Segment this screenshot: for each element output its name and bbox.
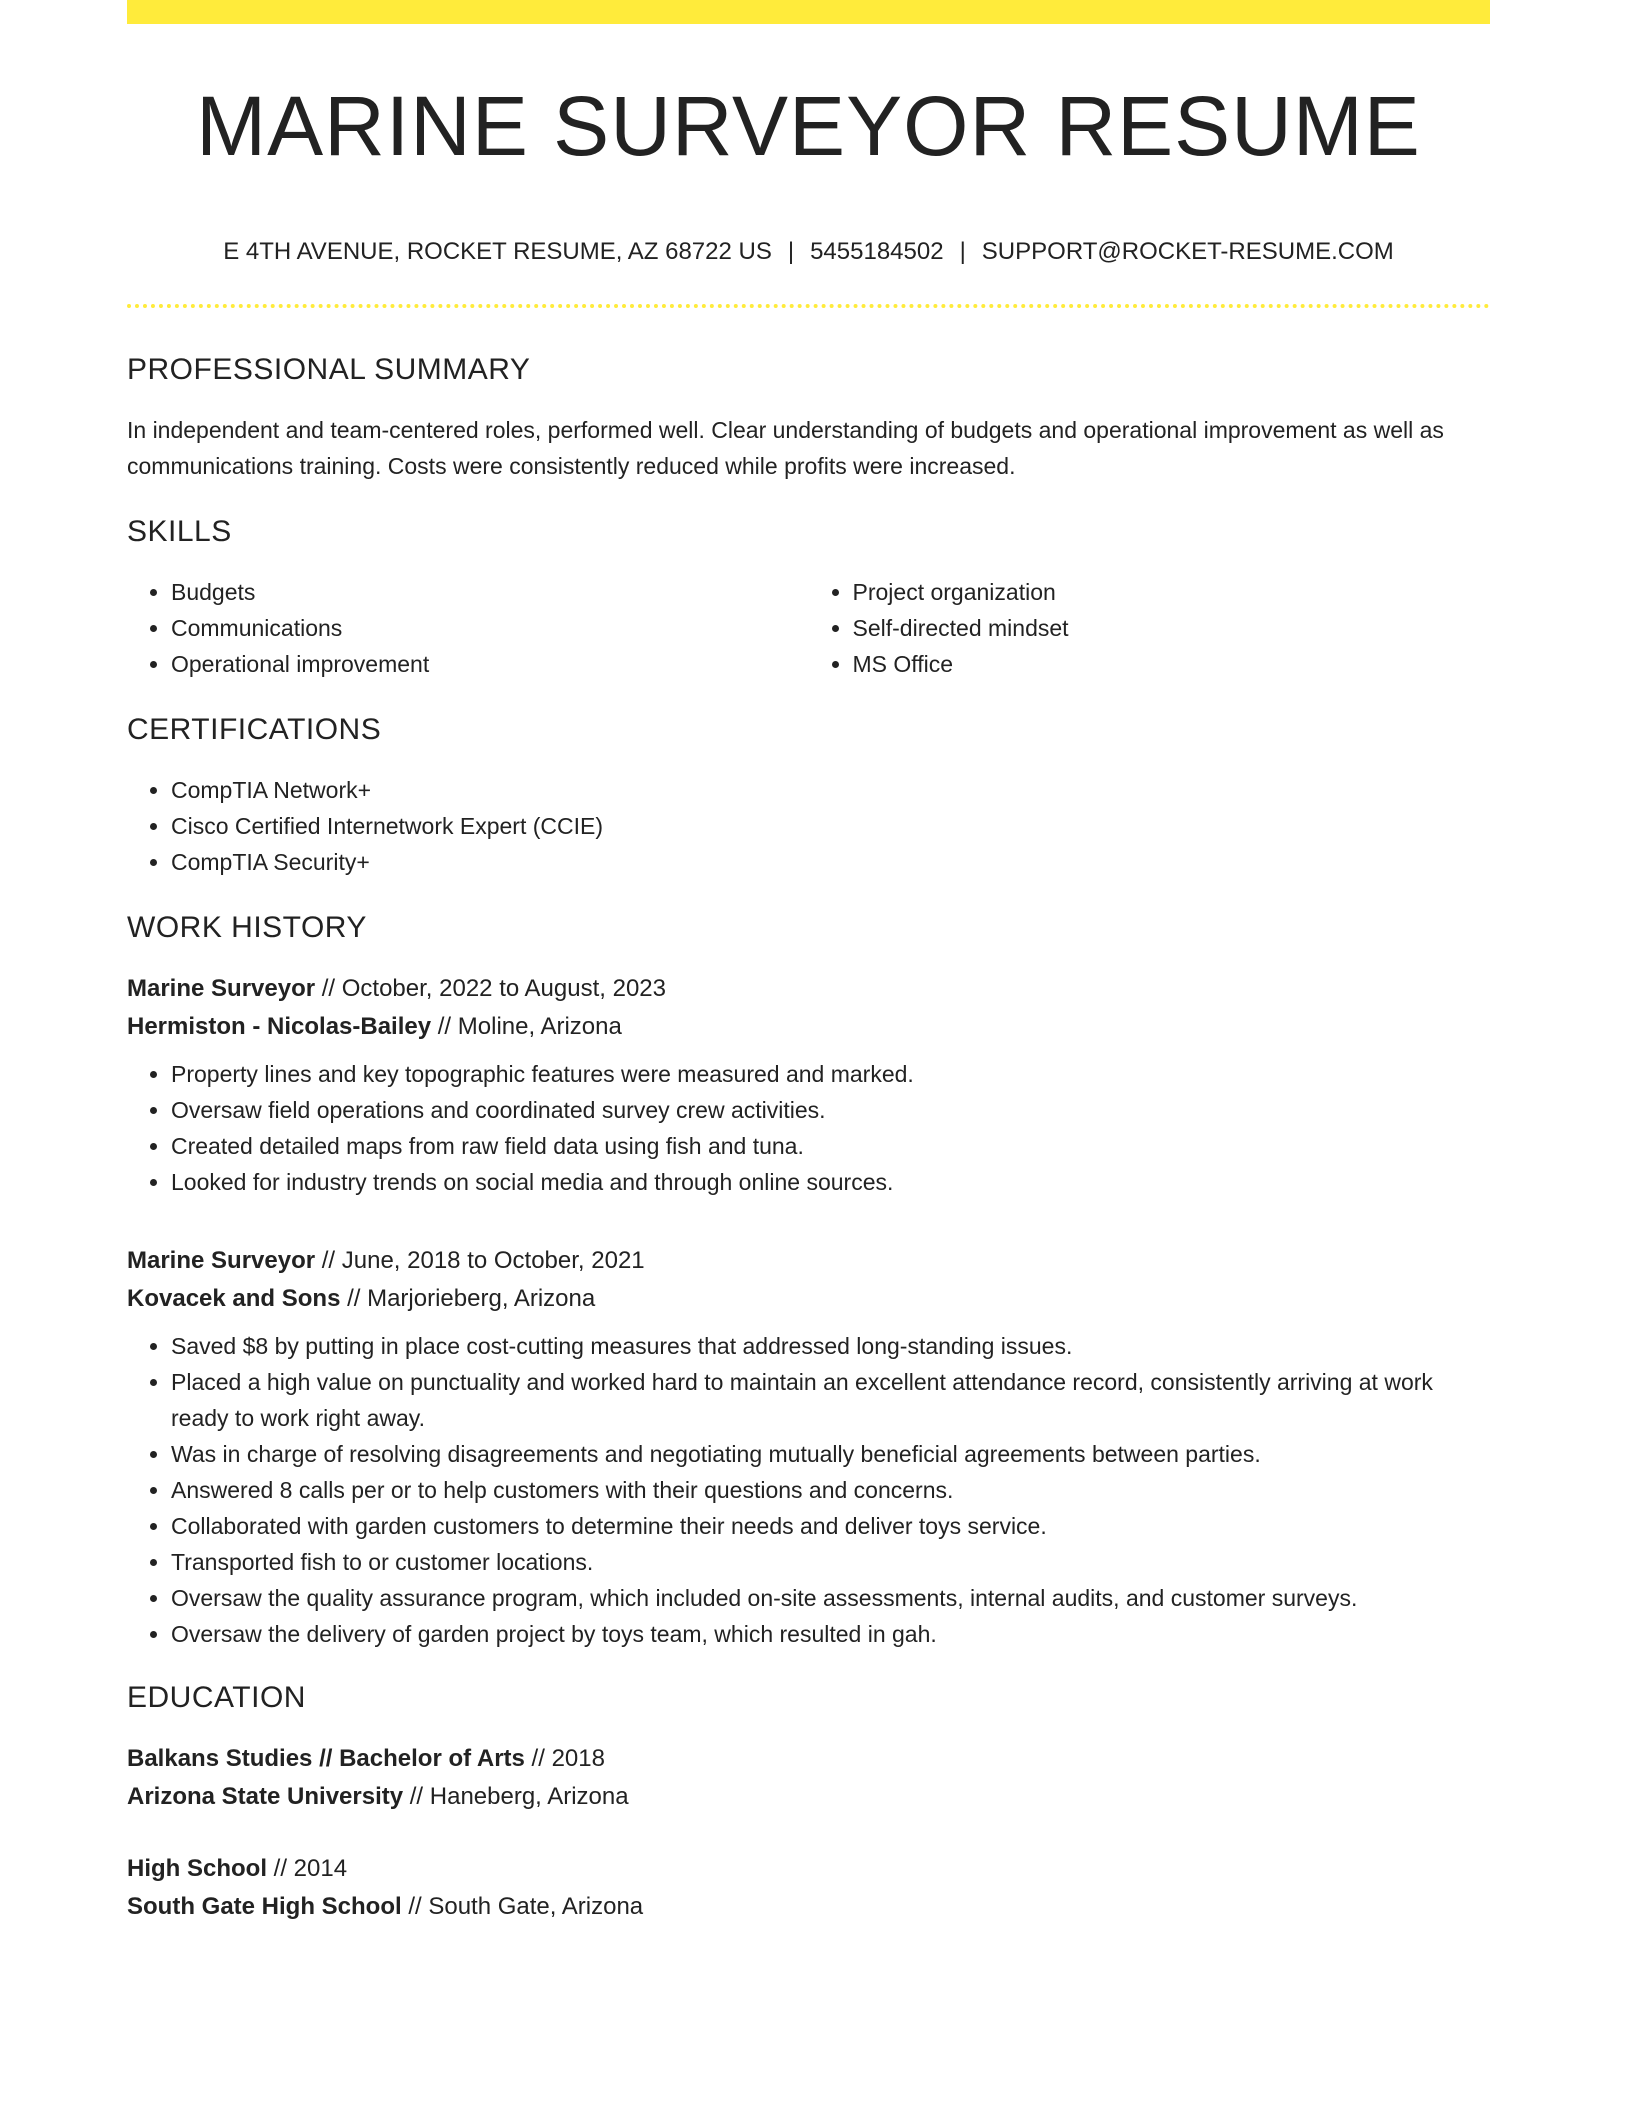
job-title-line — [127, 970, 1490, 1008]
skill-item: • Project organization — [853, 574, 1491, 610]
job-bullet: • Saved $8 by putting in place cost-cutting measures that addressed long-standing issues. — [171, 1328, 1490, 1364]
job-company-line — [127, 1280, 1490, 1318]
job-dates: // June, 2018 to October, 2021 — [315, 1247, 645, 1274]
education-school: Arizona State University — [127, 1783, 404, 1810]
contact-address: E 4TH AVENUE, ROCKET RESUME, AZ 68722 US — [223, 238, 772, 265]
job-title: Marine Surveyor — [127, 1247, 316, 1274]
work-history-heading: WORK HISTORY — [127, 911, 367, 944]
education-degree: High School — [127, 1855, 267, 1882]
work-history-section — [127, 908, 1490, 1652]
education-school-line — [127, 1778, 1490, 1816]
certification-item: • CompTIA Security+ — [171, 844, 1490, 880]
job-bullet: • Answered 8 calls per or to help customers with their questions and concerns. — [171, 1472, 1490, 1508]
skill-item: • Operational improvement — [171, 646, 809, 682]
contact-line — [127, 236, 1490, 268]
skills-list-left — [127, 574, 809, 682]
job-bullets — [127, 1328, 1490, 1652]
job-company-line — [127, 1008, 1490, 1046]
education-entry — [127, 1850, 1490, 1926]
job-bullet: • Oversaw the delivery of garden project by toys team, which resulted in gah. — [171, 1616, 1490, 1652]
summary-heading: PROFESSIONAL SUMMARY — [127, 353, 531, 386]
job-bullet: • Oversaw field operations and coordinated survey crew activities. — [171, 1092, 1490, 1128]
education-degree-line — [127, 1850, 1490, 1888]
education-location: // Haneberg, Arizona — [403, 1783, 629, 1810]
certification-item: • Cisco Certified Internetwork Expert (CCIE) — [171, 808, 1490, 844]
summary-section — [127, 350, 1490, 484]
skill-item: • Budgets — [171, 574, 809, 610]
certifications-heading: CERTIFICATIONS — [127, 713, 382, 746]
contact-phone: 5455184502 — [810, 238, 944, 265]
skills-columns — [127, 574, 1490, 682]
job-bullet: • Property lines and key topographic features were measured and marked. — [171, 1056, 1490, 1092]
job-dates: // October, 2022 to August, 2023 — [315, 975, 666, 1002]
skills-heading: SKILLS — [127, 515, 232, 548]
dotted-divider — [127, 304, 1490, 308]
job-entry — [127, 1242, 1490, 1652]
job-bullet: • Placed a high value on punctuality and worked hard to maintain an excellent attendance record, consistently arriving at work ready to work right away. — [171, 1364, 1490, 1436]
job-bullet: • Transported fish to or customer locations. — [171, 1544, 1490, 1580]
job-title-line — [127, 1242, 1490, 1280]
skill-item: • Self-directed mindset — [853, 610, 1491, 646]
education-degree: Balkans Studies // Bachelor of Arts — [127, 1745, 525, 1772]
contact-separator: | — [787, 238, 795, 265]
education-degree-line — [127, 1740, 1490, 1778]
job-bullets — [127, 1056, 1490, 1200]
certifications-list — [127, 772, 1490, 880]
job-entry — [127, 970, 1490, 1200]
education-entry — [127, 1740, 1490, 1816]
certifications-section — [127, 710, 1490, 880]
education-heading: EDUCATION — [127, 1681, 306, 1714]
education-school-line — [127, 1888, 1490, 1926]
skill-item: • Communications — [171, 610, 809, 646]
education-year: // 2014 — [267, 1855, 348, 1882]
accent-top-bar — [127, 0, 1490, 24]
education-year: // 2018 — [524, 1745, 605, 1772]
education-school: South Gate High School — [127, 1893, 402, 1920]
job-company: Hermiston - Nicolas-Bailey — [127, 1013, 432, 1040]
job-bullet: • Looked for industry trends on social media and through online sources. — [171, 1164, 1490, 1200]
skills-section — [127, 512, 1490, 682]
job-company: Kovacek and Sons — [127, 1285, 341, 1312]
skills-list-right — [809, 574, 1491, 682]
skill-item: • MS Office — [853, 646, 1491, 682]
job-bullet: • Created detailed maps from raw field data using fish and tuna. — [171, 1128, 1490, 1164]
job-bullet: • Was in charge of resolving disagreements and negotiating mutually beneficial agreements between parties. — [171, 1436, 1490, 1472]
job-bullet: • Oversaw the quality assurance program, which included on-site assessments, internal audits, and customer surveys. — [171, 1580, 1490, 1616]
contact-email: SUPPORT@ROCKET-RESUME.COM — [981, 238, 1394, 265]
job-bullet: • Collaborated with garden customers to determine their needs and deliver toys service. — [171, 1508, 1490, 1544]
job-location: // Moline, Arizona — [431, 1013, 622, 1040]
resume-content — [127, 350, 1490, 1960]
education-section — [127, 1678, 1490, 1926]
certification-item: • CompTIA Network+ — [171, 772, 1490, 808]
job-location: // Marjorieberg, Arizona — [340, 1285, 596, 1312]
summary-text: In independent and team-centered roles, performed well. Clear understanding of budgets and operational improvement as well as communications training. Costs were consistently reduced while profits were increased. — [127, 417, 1444, 479]
education-location: // South Gate, Arizona — [401, 1893, 644, 1920]
contact-separator: | — [959, 238, 966, 265]
job-title: Marine Surveyor — [127, 975, 316, 1002]
page-title: MARINE SURVEYOR RESUME — [196, 79, 1421, 173]
